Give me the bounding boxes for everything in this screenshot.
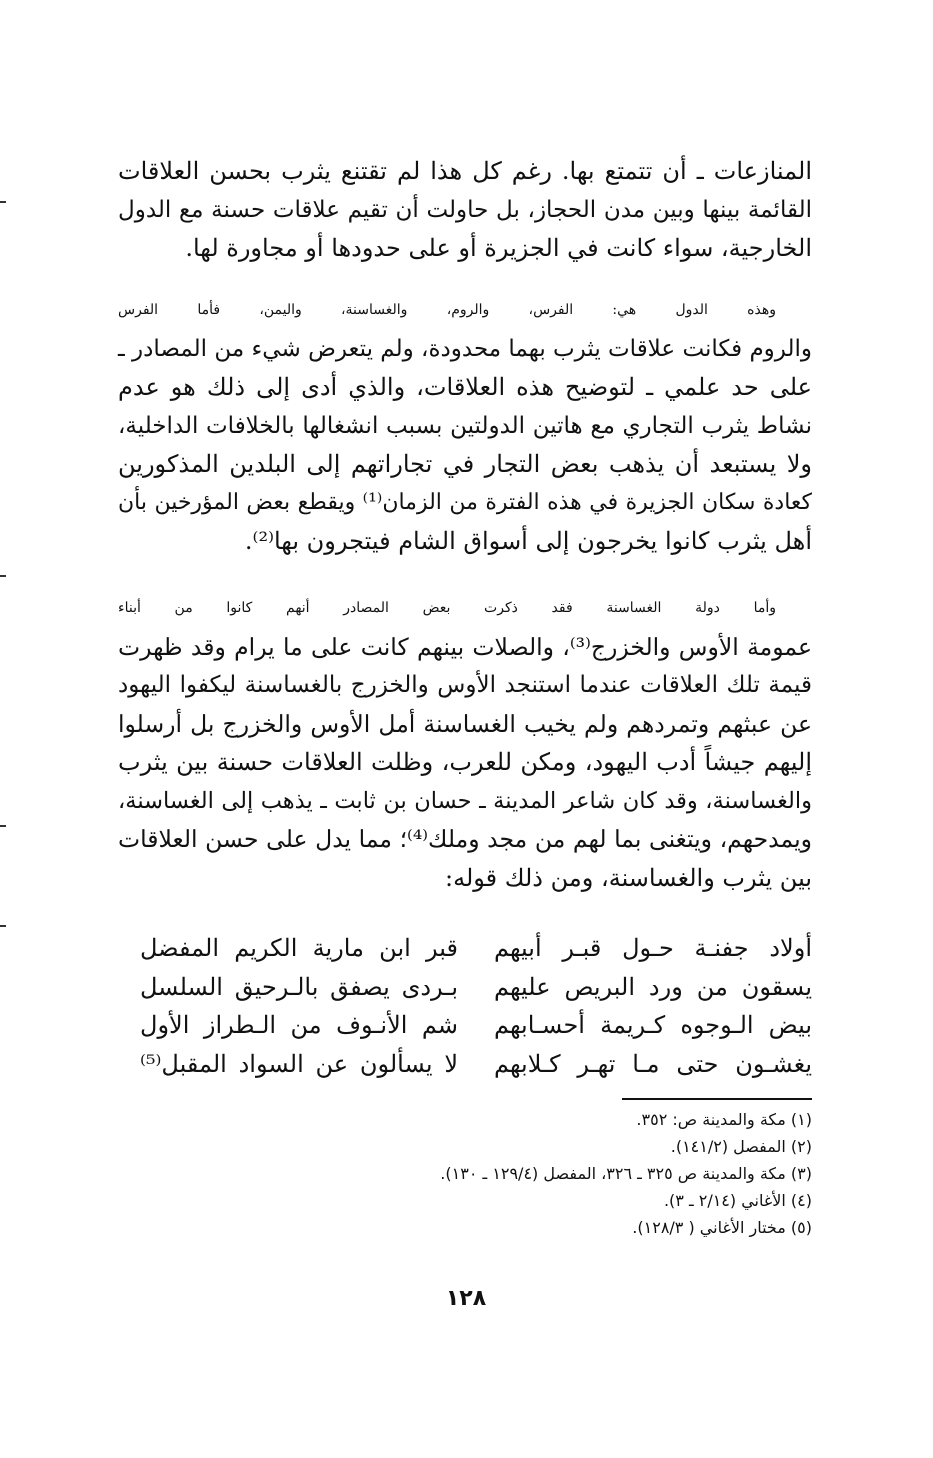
page-number: ١٢٨ [445,1286,487,1311]
verse-second-hemistich: بـردى يصفق بالـرحيق السلسل [140,972,458,1001]
footnote-separator [622,1098,812,1100]
footnote: (٥) مختار الأغاني ( ١٢٨/٣). [632,1218,812,1237]
text-line: أهل يثرب كانوا يخرجون إلى أسواق الشام فيتجرون بها⁽²⁾. [244,527,812,555]
poem-verse [140,929,812,968]
paragraph-3 [118,589,812,897]
footnote: (٢) المفصل (١٤١/٢). [670,1137,812,1156]
poem-verse [140,1006,812,1045]
verse-first-hemistich: يسقون من ورد البريص عليهم [494,972,812,1001]
footnote: (٣) مكة والمدينة ص ٣٢٥ ـ ٣٢٦، المفصل (١٢٩/٤ ـ ١٣٠). [440,1164,812,1183]
text-line: قيمة تلك العلاقات عندما استنجد الأوس والخزرج بالغساسنة ليكفوا اليهود [118,672,812,698]
verse-first-hemistich: أولاد جفنـة حـول قبـر أبيهم [494,934,812,962]
text-line: على حد علمي ـ لتوضيح هذه العلاقات، والذي أدى إلى ذلك هو عدم [118,373,812,401]
scan-edge-mark [0,925,6,927]
text-line: ويمدحهم، ويتغنى بما لهم من مجد وملك⁽⁴⁾؛ مما يدل على حسن العلاقات [118,825,812,853]
text-line: عمومة الأوس والخزرج⁽³⁾، والصلات بينهم كانت على ما يرام وقد ظهرت [118,632,812,661]
verse-second-hemistich: قبر ابن مارية الكريم المفضل [140,934,458,962]
text-line: وهذه الدول هي: الفرس، والروم، والغساسنة، واليمن، فأما الفرس [118,302,776,318]
footnote: (١) مكة والمدينة ص: ٣٥٢. [636,1110,812,1129]
verse-first-hemistich: بيض الـوجوه كـريمة أحسـابهم [494,1011,812,1039]
text-line: المنازعات ـ أن تتمتع بها. رغم كل هذا لم تقتنع يثرب بحسن العلاقات [118,157,812,185]
text-line: وأما دولة الغساسنة فقد ذكرت بعض المصادر أنهم كانوا من أبناء [118,600,776,616]
poem-verse [140,968,812,1007]
text-line: والغساسنة، وقد كان شاعر المدينة ـ حسان بن ثابت ـ يذهب إلى الغساسنة، [118,787,812,814]
paragraph-2 [118,291,812,561]
paragraph-1 [118,152,812,268]
scan-edge-mark [0,201,6,203]
footnotes [300,1106,812,1241]
poem-block [140,929,812,1083]
text-line: بين يثرب والغساسنة، ومن ذلك قوله: [444,863,812,892]
text-line: نشاط يثرب التجاري مع هاتين الدولتين بسبب انشغالها بالخلافات الداخلية، [118,412,812,439]
verse-second-hemistich: لا يسألون عن السواد المقبل⁽⁵⁾ [140,1049,458,1078]
scan-edge-mark [0,825,6,827]
text-line: إليهم جيشاً أدب اليهود، ومكن للعرب، وظلت العلاقات حسنة بين يثرب [118,748,812,776]
poem-verse [140,1045,812,1084]
text-line: والروم فكانت علاقات يثرب بهما محدودة، ولم يتعرض شيء من المصادر ـ [118,335,812,362]
verse-first-hemistich: يغشـون حتى مـا تهـر كـلابهم [494,1049,812,1078]
scan-edge-mark [0,575,6,577]
text-line: كعادة سكان الجزيرة في هذه الفترة من الزمان⁽¹⁾ ويقطع بعض المؤرخين بأن [118,489,813,515]
text-line: القائمة بينها وبين مدن الحجاز، بل حاولت أن تقيم علاقات حسنة مع الدول [118,196,812,223]
text-line: الخارجية، سواء كانت في الجزيرة أو على حدودها أو مجاورة لها. [185,234,812,262]
footnote: (٤) الأغاني (٢/١٤ ـ ٣). [663,1191,812,1210]
verse-second-hemistich: شم الأنـوف من الـطراز الأول [140,1011,458,1039]
text-line: عن عبثهم وتمردهم ولم يخيب الغساسنة أمل الأوس والخزرج بل أرسلوا [118,709,812,738]
text-line: ولا يستبعد أن يذهب بعض التجار في تجاراتهم إلى البلدين المذكورين [118,450,812,478]
